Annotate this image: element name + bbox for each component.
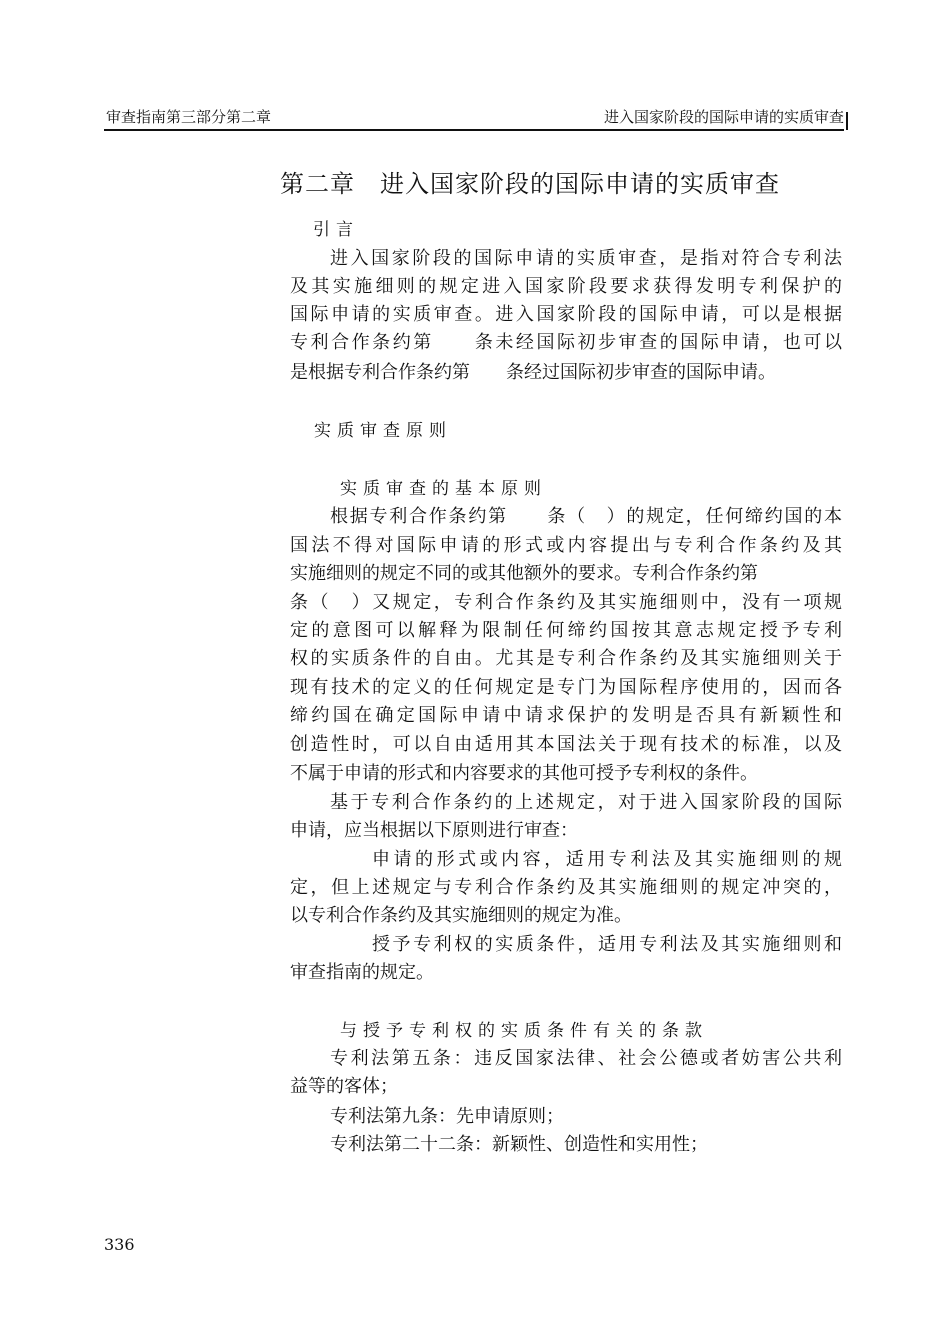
article-item-line: 益等的客体； (290, 1076, 398, 1097)
principle-item-line: 定，但上述规定与专利合作条约及其实施细则的规定冲突的， (290, 877, 842, 898)
intro-line: 及其实施细则的规定进入国家阶段要求获得发明专利保护的 (290, 276, 842, 297)
paragraph-line: 不属于申请的形式和内容要求的其他可授予专利权的条件。 (290, 763, 758, 784)
principle-item-line: 授予专利权的实质条件，适用专利法及其实施细则和 (372, 934, 842, 955)
chapter-title: 第二章 进入国家阶段的国际申请的实质审查 (280, 170, 780, 198)
header-chapter-label: 进入国家阶段的国际申请的实质审查 (603, 108, 844, 126)
paragraph-line: 基于专利合作条约的上述规定，对于进入国家阶段的国际 (330, 792, 842, 813)
paragraph-line: 国法不得对国际申请的形式或内容提出与专利合作条约及其 (290, 535, 842, 556)
header-rule-mark (846, 112, 848, 130)
article-item-line: 专利法第九条：先申请原则； (330, 1106, 564, 1127)
section-heading: 与授予专利权的实质条件有关的条款 (340, 1021, 708, 1041)
intro-line: 国际申请的实质审查。进入国家阶段的国际申请，可以是根据 (290, 304, 842, 325)
paragraph-line: 定的意图可以解释为限制任何缔约国按其意志规定授予专利 (290, 620, 842, 641)
principle-item-line: 申请的形式或内容，适用专利法及其实施细则的规 (372, 849, 842, 870)
article-item-line: 专利法第二十二条：新颖性、创造性和实用性； (330, 1134, 708, 1155)
paragraph-line: 实施细则的规定不同的或其他额外的要求。专利合作条约第 (290, 563, 758, 584)
subsection-heading: 实质审查的基本原则 (340, 479, 547, 499)
running-header (104, 107, 844, 131)
paragraph-line: 根据专利合作条约第 条（ ）的规定，任何缔约国的本 (330, 506, 842, 527)
paragraph-line: 条（ ）又规定，专利合作条约及其实施细则中，没有一项规 (290, 592, 842, 613)
article-item-line: 专利法第五条：违反国家法律、社会公德或者妨害公共利 (330, 1048, 842, 1069)
intro-heading: 引言 (313, 220, 359, 240)
page-number: 336 (104, 1235, 135, 1254)
paragraph-line: 申请，应当根据以下原则进行审查： (290, 820, 578, 841)
intro-line: 是根据专利合作条约第 条经过国际初步审查的国际申请。 (290, 362, 776, 383)
principle-item-line: 审查指南的规定。 (290, 962, 434, 983)
paragraph-line: 权的实质条件的自由。尤其是专利合作条约及其实施细则关于 (290, 648, 842, 669)
paragraph-line: 创造性时，可以自由适用其本国法关于现有技术的标准，以及 (290, 734, 842, 755)
paragraph-line: 现有技术的定义的任何规定是专门为国际程序使用的，因而各 (290, 677, 842, 698)
section-heading: 实质审查原则 (314, 421, 452, 441)
intro-line: 专利合作条约第 条未经国际初步审查的国际申请，也可以 (290, 332, 842, 353)
header-section-label: 审查指南第三部分第二章 (106, 108, 272, 126)
paragraph-line: 缔约国在确定国际申请中请求保护的发明是否具有新颖性和 (290, 705, 842, 726)
intro-line: 进入国家阶段的国际申请的实质审查，是指对符合专利法 (330, 248, 842, 269)
principle-item-line: 以专利合作条约及其实施细则的规定为准。 (290, 905, 632, 926)
